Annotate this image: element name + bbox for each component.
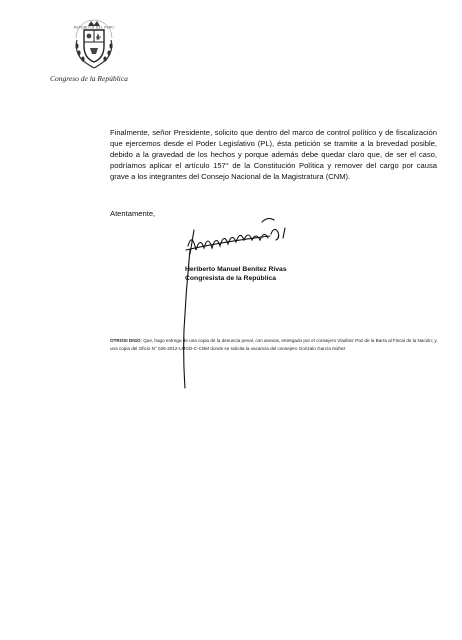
svg-text:REPÚBLICA DEL PERÚ: REPÚBLICA DEL PERÚ <box>74 25 114 30</box>
signer-title: Congresista de la República <box>185 275 277 282</box>
body-paragraph: Finalmente, señor Presidente, solicito que dentro del marco de control político y de fiscalización que ejercemos desde el Poder Legislativo (PL), ésta petición se tramite a la brevedad posible, debido a la gravedad de los hechos y porque además debe quedar claro que, de ser el caso, podríamos aplicar el artículo 157° de la Constitución Política y remover del cargo por causa grave a los integrantes del Consejo Nacional de la Magistratura (CNM). <box>110 128 437 181</box>
signer-name: Heriberto Manuel Benítez Rivas <box>185 266 287 273</box>
signer-block <box>185 265 287 283</box>
otrosi-text: : Que, hago entrega de una copia de la denuncia penal, con anexos, entregado por el consejero Vladimir Paz de la Barra al Fiscal de la Nación; y, una copia del Oficio N° 026-2012-LMGD-C-CNM donde se solicita la vacancia del consejero Gonzalo García Núñez <box>110 338 438 351</box>
institution-name: Congreso de la República <box>50 74 128 83</box>
otrosi-note <box>110 337 446 352</box>
otrosi-label: OTROSI DIGO <box>110 338 141 343</box>
handwritten-signature <box>150 210 310 400</box>
coat-of-arms-seal <box>68 16 120 72</box>
closing-salutation: Atentamente, <box>110 209 156 218</box>
